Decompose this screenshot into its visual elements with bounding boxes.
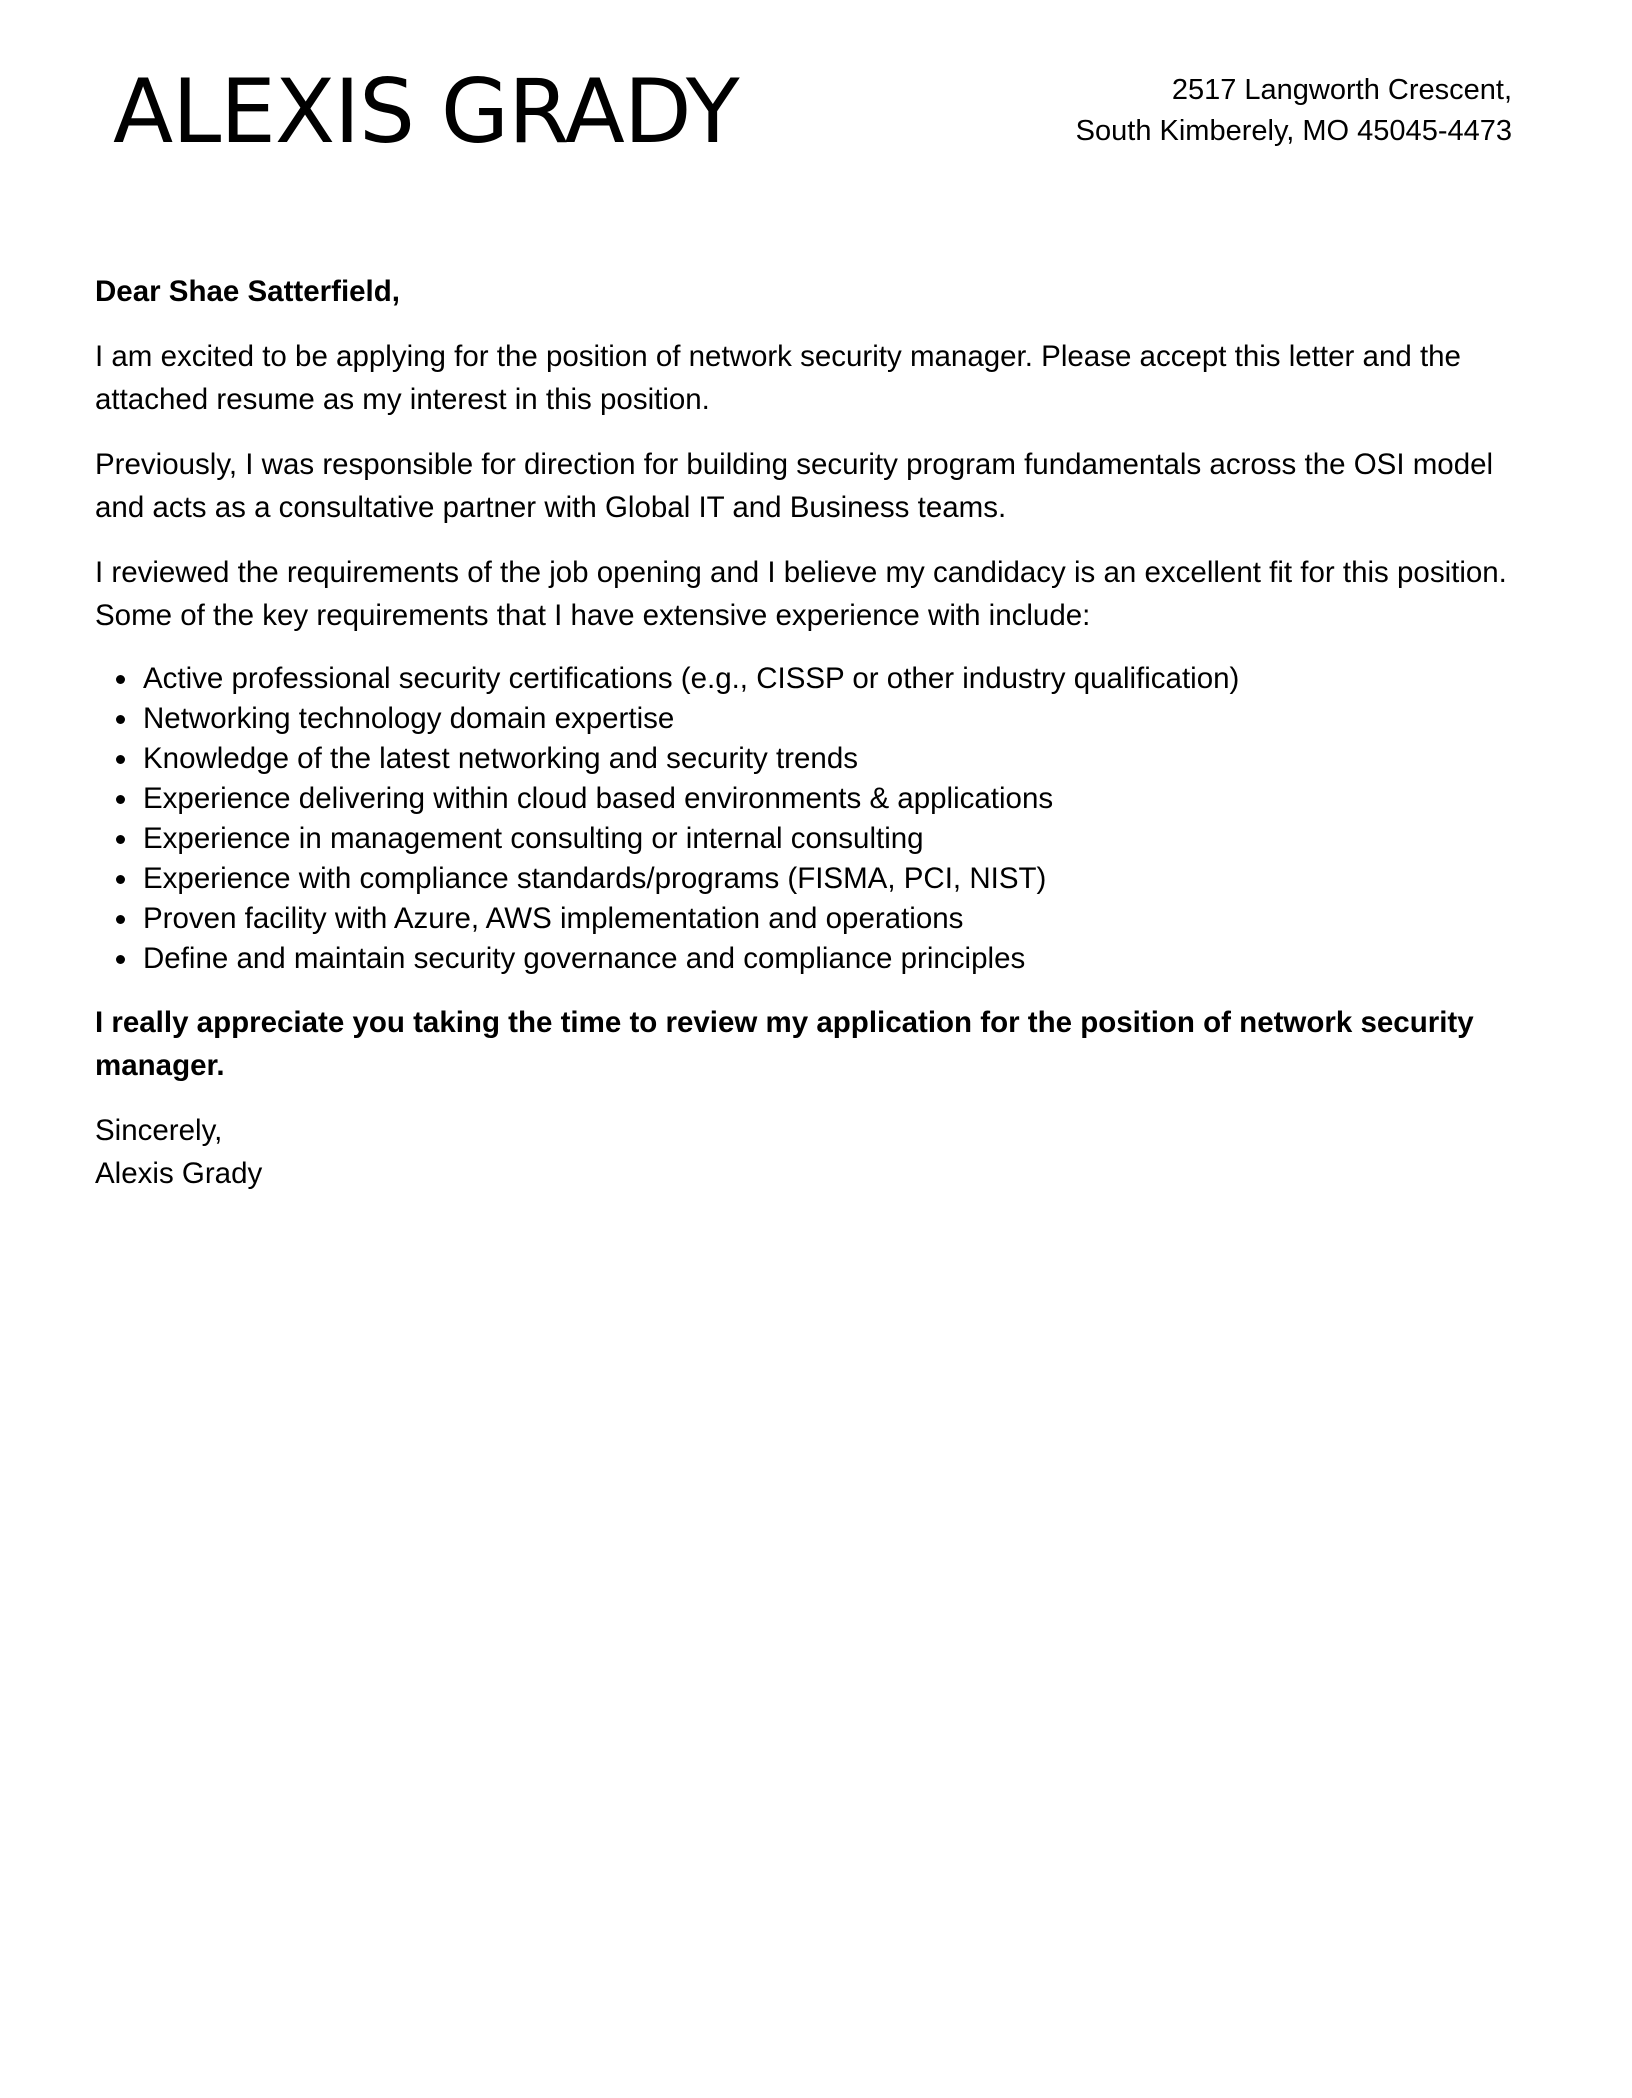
bullet-icon [116,955,125,964]
list-item: Knowledge of the latest networking and security trends [95,739,1525,779]
greeting: Dear Shae Satterfield, [95,275,400,308]
applicant-address [1076,70,1512,152]
list-item: Experience in management consulting or internal consulting [95,819,1525,859]
bullet-icon [116,715,125,724]
bullet-icon [116,835,125,844]
bullet-icon [116,675,125,684]
list-item: Define and maintain security governance and compliance principles [95,939,1525,979]
bullet-icon [116,915,125,924]
requirements-paragraph: I reviewed the requirements of the job opening and I believe my candidacy is an excellent fit for this position. Some of the key requirements that I have extensive experience with include: [95,556,1507,632]
letter-body [95,270,1525,1195]
requirements-list [95,659,1525,979]
list-item: Experience with compliance standards/programs (FISMA, PCI, NIST) [95,859,1525,899]
intro-paragraph: I am excited to be applying for the position of network security manager. Please accept this letter and the attached resume as my interest in this position. [95,340,1461,416]
bullet-icon [116,875,125,884]
experience-paragraph: Previously, I was responsible for direction for building security program fundamentals across the OSI model and acts as a consultative partner with Global IT and Business teams. [95,448,1494,524]
list-item: Networking technology domain expertise [95,699,1525,739]
closing-statement: I really appreciate you taking the time to review my application for the position of network security manager. [95,1006,1474,1082]
signoff-block [95,1109,1525,1195]
address-line-1: 2517 Langworth Crescent, [1171,74,1512,106]
address-line-2: South Kimberely, MO 45045-4473 [1075,115,1512,147]
applicant-name: ALEXIS GRADY [113,60,739,163]
list-item: Experience delivering within cloud based environments & applications [95,779,1525,819]
signoff: Sincerely, [95,1114,223,1147]
list-item: Active professional security certifications (e.g., CISSP or other industry qualification) [95,659,1525,699]
bullet-icon [116,795,125,804]
signature: Alexis Grady [95,1157,263,1190]
bullet-icon [116,755,125,764]
list-item: Proven facility with Azure, AWS implementation and operations [95,899,1525,939]
